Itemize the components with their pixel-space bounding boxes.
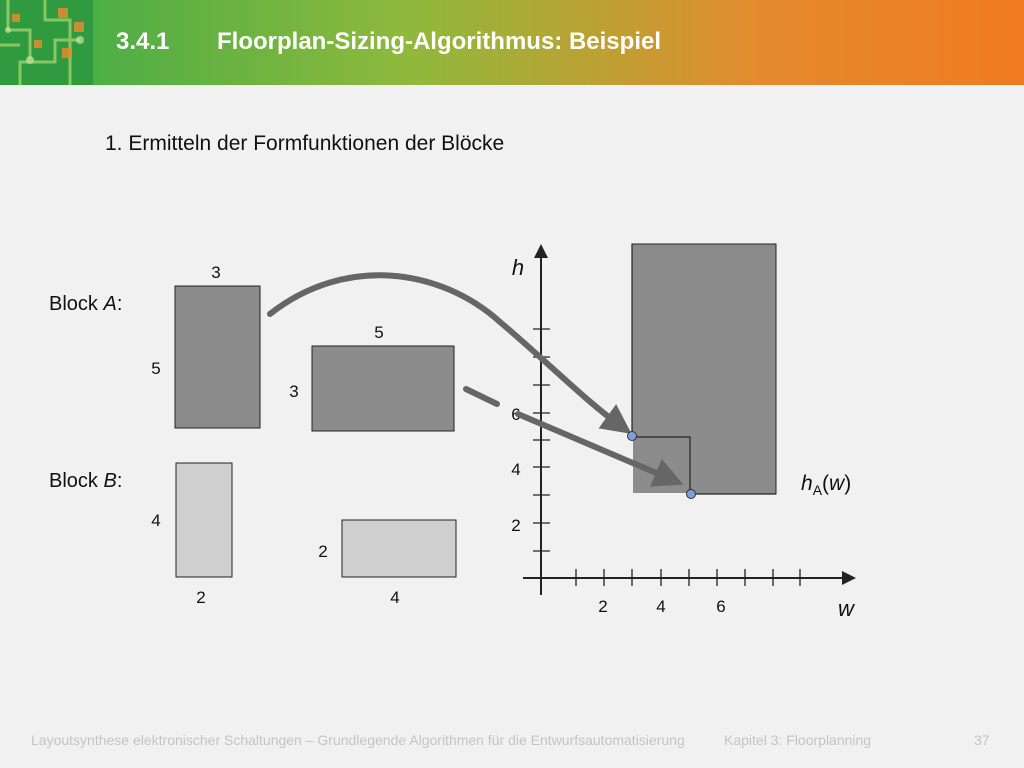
block-a-shape-1	[175, 286, 260, 428]
footer-page-number: 37	[974, 732, 990, 748]
x-tick-label: 4	[656, 597, 666, 616]
corner-point-marker	[628, 432, 637, 441]
y-tick-label: 4	[511, 460, 521, 479]
block-b-shape-1-width: 2	[196, 588, 206, 607]
block-a-label: Block A:	[49, 293, 123, 315]
x-tick-label: 2	[598, 597, 608, 616]
block-b-shape-2-height: 2	[318, 542, 328, 561]
slide-title: Floorplan-Sizing-Algorithmus: Beispiel	[217, 28, 661, 55]
block-b-shape-1-height: 4	[151, 511, 161, 530]
y-tick-label: 2	[511, 516, 521, 535]
x-axis-label: w	[838, 596, 854, 621]
block-a-shape-2-width: 5	[374, 323, 384, 342]
block-a-shape-1-width: 3	[211, 263, 221, 282]
block-b-shape-1	[176, 463, 232, 577]
footer-chapter: Kapitel 3: Floorplanning	[724, 732, 872, 748]
block-a-shape-1-height: 5	[151, 359, 161, 378]
y-tick-label: 6	[511, 405, 521, 424]
step-heading: 1. Ermitteln der Formfunktionen der Blöcke	[105, 132, 505, 155]
block-a-shape-2	[312, 346, 454, 431]
block-a-shape-2-height: 3	[289, 382, 299, 401]
slide-section-number: 3.4.1	[116, 28, 170, 55]
footer-course-title: Layoutsynthese elektronischer Schaltungen – Grundlegende Algorithmen für die Entwurfsautomatisierung	[31, 732, 685, 748]
shape-function-label: $h_A(w)$	[801, 472, 852, 498]
block-b-shape-2	[342, 520, 456, 577]
x-tick-label: 6	[716, 597, 726, 616]
arrow-shape-2-dash	[466, 389, 497, 404]
corner-point-marker	[687, 490, 696, 499]
block-b-shape-2-width: 4	[390, 588, 400, 607]
region-fill-patch	[633, 245, 775, 493]
y-axis-label: h	[511, 255, 525, 280]
block-b-label: Block B:	[49, 470, 123, 492]
